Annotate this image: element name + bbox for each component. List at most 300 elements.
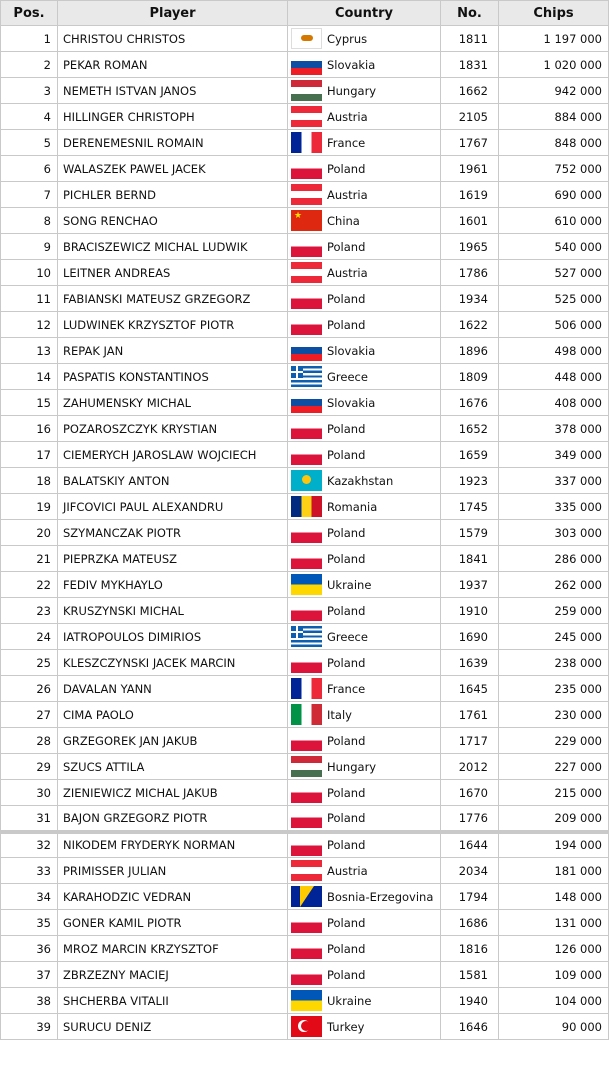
- greece-flag-icon: [291, 626, 322, 647]
- position-cell: 27: [1, 702, 58, 728]
- table-row: [1, 390, 609, 416]
- chips-cell: 690 000: [499, 182, 609, 208]
- chips-cell: 104 000: [499, 988, 609, 1014]
- country-cell: [288, 806, 441, 832]
- country-cell: [288, 312, 441, 338]
- chips-cell: 448 000: [499, 364, 609, 390]
- player-name-cell: FEDIV MYKHAYLO: [58, 572, 288, 598]
- position-cell: 29: [1, 754, 58, 780]
- player-name-cell: SZYMANCZAK PIOTR: [58, 520, 288, 546]
- country-cell: [288, 494, 441, 520]
- position-cell: 18: [1, 468, 58, 494]
- table-row: [1, 52, 609, 78]
- position-cell: 14: [1, 364, 58, 390]
- header-row: [1, 1, 609, 26]
- position-cell: 16: [1, 416, 58, 442]
- poland-flag-icon: [291, 938, 322, 959]
- chips-cell: 109 000: [499, 962, 609, 988]
- position-cell: 7: [1, 182, 58, 208]
- header-pos[interactable]: Pos.: [1, 1, 58, 26]
- player-name-cell: PICHLER BERND: [58, 182, 288, 208]
- country-cell: [288, 754, 441, 780]
- player-name-cell: CIEMERYCH JAROSLAW WOJCIECH: [58, 442, 288, 468]
- country-cell: [288, 390, 441, 416]
- chips-cell: 349 000: [499, 442, 609, 468]
- position-cell: 24: [1, 624, 58, 650]
- player-number-cell: 1776: [441, 806, 499, 832]
- country-cell: [288, 286, 441, 312]
- player-name-cell: WALASZEK PAWEL JACEK: [58, 156, 288, 182]
- player-name-cell: SURUCU DENIZ: [58, 1014, 288, 1040]
- table-row: [1, 468, 609, 494]
- table-row: [1, 442, 609, 468]
- position-cell: 12: [1, 312, 58, 338]
- turkey-flag-icon: [291, 1016, 322, 1037]
- header-chips[interactable]: Chips: [499, 1, 609, 26]
- player-number-cell: 1816: [441, 936, 499, 962]
- country-name: Poland: [327, 941, 366, 956]
- player-number-cell: 1811: [441, 26, 499, 52]
- country-cell: [288, 104, 441, 130]
- position-cell: 3: [1, 78, 58, 104]
- position-cell: 39: [1, 1014, 58, 1040]
- player-number-cell: 1686: [441, 910, 499, 936]
- country-name: Slovakia: [327, 395, 376, 410]
- chips-cell: 230 000: [499, 702, 609, 728]
- player-name-cell: GRZEGOREK JAN JAKUB: [58, 728, 288, 754]
- table-row: [1, 676, 609, 702]
- position-cell: 31: [1, 806, 58, 832]
- player-number-cell: 1662: [441, 78, 499, 104]
- chips-cell: 540 000: [499, 234, 609, 260]
- player-number-cell: 1934: [441, 286, 499, 312]
- country-cell: [288, 364, 441, 390]
- position-cell: 2: [1, 52, 58, 78]
- table-row: [1, 936, 609, 962]
- player-name-cell: ZBRZEZNY MACIEJ: [58, 962, 288, 988]
- country-name: Austria: [327, 265, 368, 280]
- position-cell: 13: [1, 338, 58, 364]
- header-player[interactable]: Player: [58, 1, 288, 26]
- table-row: [1, 364, 609, 390]
- country-name: Poland: [327, 551, 366, 566]
- player-number-cell: 1910: [441, 598, 499, 624]
- country-cell: [288, 962, 441, 988]
- table-row: [1, 208, 609, 234]
- chips-cell: 194 000: [499, 832, 609, 858]
- chips-cell: 262 000: [499, 572, 609, 598]
- chips-cell: 245 000: [499, 624, 609, 650]
- country-cell: [288, 910, 441, 936]
- country-cell: [288, 156, 441, 182]
- italy-flag-icon: [291, 704, 322, 725]
- hungary-flag-icon: [291, 756, 322, 777]
- country-cell: [288, 728, 441, 754]
- poland-flag-icon: [291, 548, 322, 569]
- country-name: Poland: [327, 810, 366, 825]
- chips-cell: 498 000: [499, 338, 609, 364]
- table-row: [1, 130, 609, 156]
- country-cell: [288, 988, 441, 1014]
- player-number-cell: 1786: [441, 260, 499, 286]
- player-name-cell: GONER KAMIL PIOTR: [58, 910, 288, 936]
- country-name: Hungary: [327, 759, 377, 774]
- kazakhstan-flag-icon: [291, 470, 322, 491]
- country-cell: [288, 130, 441, 156]
- position-cell: 32: [1, 832, 58, 858]
- player-number-cell: 1937: [441, 572, 499, 598]
- country-name: Poland: [327, 603, 366, 618]
- country-cell: [288, 780, 441, 806]
- poland-flag-icon: [291, 652, 322, 673]
- france-flag-icon: [291, 678, 322, 699]
- position-cell: 5: [1, 130, 58, 156]
- poland-flag-icon: [291, 782, 322, 803]
- chips-cell: 229 000: [499, 728, 609, 754]
- player-name-cell: PASPATIS KONSTANTINOS: [58, 364, 288, 390]
- player-number-cell: 1579: [441, 520, 499, 546]
- chips-cell: 126 000: [499, 936, 609, 962]
- country-name: Bosnia-Erzegovina: [327, 889, 434, 904]
- poland-flag-icon: [291, 314, 322, 335]
- country-name: Slovakia: [327, 343, 376, 358]
- player-name-cell: CIMA PAOLO: [58, 702, 288, 728]
- player-number-cell: 1690: [441, 624, 499, 650]
- header-country[interactable]: Country: [288, 1, 441, 26]
- country-cell: [288, 520, 441, 546]
- player-name-cell: KARAHODZIC VEDRAN: [58, 884, 288, 910]
- position-cell: 19: [1, 494, 58, 520]
- cyprus-flag-icon: [291, 28, 322, 49]
- slovakia-flag-icon: [291, 340, 322, 361]
- country-name: Poland: [327, 838, 366, 853]
- table-row: [1, 156, 609, 182]
- position-cell: 37: [1, 962, 58, 988]
- player-name-cell: MROZ MARCIN KRZYSZTOF: [58, 936, 288, 962]
- player-number-cell: 1961: [441, 156, 499, 182]
- country-name: Greece: [327, 629, 368, 644]
- player-name-cell: LUDWINEK KRZYSZTOF PIOTR: [58, 312, 288, 338]
- player-number-cell: 2105: [441, 104, 499, 130]
- position-cell: 15: [1, 390, 58, 416]
- country-cell: [288, 598, 441, 624]
- table-row: [1, 624, 609, 650]
- country-name: Hungary: [327, 83, 377, 98]
- header-no[interactable]: No.: [441, 1, 499, 26]
- chips-cell: 131 000: [499, 910, 609, 936]
- poland-flag-icon: [291, 600, 322, 621]
- table-row: [1, 338, 609, 364]
- poland-flag-icon: [291, 522, 322, 543]
- table-row: [1, 832, 609, 858]
- table-row: [1, 286, 609, 312]
- chips-cell: 259 000: [499, 598, 609, 624]
- poland-flag-icon: [291, 236, 322, 257]
- player-number-cell: 1841: [441, 546, 499, 572]
- country-name: Slovakia: [327, 57, 376, 72]
- player-name-cell: PRIMISSER JULIAN: [58, 858, 288, 884]
- country-cell: [288, 52, 441, 78]
- country-cell: [288, 832, 441, 858]
- chips-cell: 525 000: [499, 286, 609, 312]
- country-name: Poland: [327, 967, 366, 982]
- player-number-cell: 1644: [441, 832, 499, 858]
- position-cell: 34: [1, 884, 58, 910]
- position-cell: 28: [1, 728, 58, 754]
- hungary-flag-icon: [291, 80, 322, 101]
- country-cell: [288, 26, 441, 52]
- player-name-cell: BAJON GRZEGORZ PIOTR: [58, 806, 288, 832]
- chips-cell: 942 000: [499, 78, 609, 104]
- country-name: Poland: [327, 655, 366, 670]
- player-number-cell: 1745: [441, 494, 499, 520]
- chips-cell: 848 000: [499, 130, 609, 156]
- country-cell: [288, 650, 441, 676]
- player-name-cell: DERENEMESNIL ROMAIN: [58, 130, 288, 156]
- table-row: [1, 728, 609, 754]
- country-name: Poland: [327, 421, 366, 436]
- player-name-cell: BALATSKIY ANTON: [58, 468, 288, 494]
- poland-flag-icon: [291, 807, 322, 828]
- chips-cell: 1 020 000: [499, 52, 609, 78]
- country-cell: [288, 442, 441, 468]
- player-name-cell: REPAK JAN: [58, 338, 288, 364]
- poland-flag-icon: [291, 730, 322, 751]
- player-name-cell: PIEPRZKA MATEUSZ: [58, 546, 288, 572]
- chips-cell: 610 000: [499, 208, 609, 234]
- table-row: [1, 78, 609, 104]
- chips-cell: 209 000: [499, 806, 609, 832]
- table-row: [1, 598, 609, 624]
- country-cell: [288, 676, 441, 702]
- position-cell: 10: [1, 260, 58, 286]
- table-row: [1, 520, 609, 546]
- country-cell: [288, 1014, 441, 1040]
- position-cell: 30: [1, 780, 58, 806]
- chips-cell: 335 000: [499, 494, 609, 520]
- table-row: [1, 988, 609, 1014]
- position-cell: 33: [1, 858, 58, 884]
- player-name-cell: SHCHERBA VITALII: [58, 988, 288, 1014]
- austria-flag-icon: [291, 262, 322, 283]
- position-cell: 1: [1, 26, 58, 52]
- table-row: [1, 962, 609, 988]
- position-cell: 8: [1, 208, 58, 234]
- player-number-cell: 1794: [441, 884, 499, 910]
- position-cell: 4: [1, 104, 58, 130]
- chips-cell: 752 000: [499, 156, 609, 182]
- country-cell: [288, 338, 441, 364]
- chips-cell: 286 000: [499, 546, 609, 572]
- table-row: [1, 1014, 609, 1040]
- chips-cell: 181 000: [499, 858, 609, 884]
- table-row: [1, 780, 609, 806]
- country-cell: [288, 858, 441, 884]
- table-row: [1, 182, 609, 208]
- player-number-cell: 1965: [441, 234, 499, 260]
- table-row: [1, 702, 609, 728]
- position-cell: 21: [1, 546, 58, 572]
- player-number-cell: 1831: [441, 52, 499, 78]
- country-name: Austria: [327, 187, 368, 202]
- player-name-cell: CHRISTOU CHRISTOS: [58, 26, 288, 52]
- poland-flag-icon: [291, 288, 322, 309]
- country-name: China: [327, 213, 360, 228]
- position-cell: 38: [1, 988, 58, 1014]
- player-name-cell: PEKAR ROMAN: [58, 52, 288, 78]
- player-number-cell: 1622: [441, 312, 499, 338]
- chips-cell: 90 000: [499, 1014, 609, 1040]
- poland-flag-icon: [291, 912, 322, 933]
- chips-cell: 303 000: [499, 520, 609, 546]
- country-cell: [288, 884, 441, 910]
- table-row: [1, 312, 609, 338]
- country-name: Turkey: [327, 1019, 365, 1034]
- player-number-cell: 1761: [441, 702, 499, 728]
- ukraine-flag-icon: [291, 990, 322, 1011]
- position-cell: 35: [1, 910, 58, 936]
- country-name: Poland: [327, 525, 366, 540]
- country-name: Austria: [327, 863, 368, 878]
- chips-cell: 378 000: [499, 416, 609, 442]
- country-name: France: [327, 135, 366, 150]
- player-name-cell: SONG RENCHAO: [58, 208, 288, 234]
- country-name: Poland: [327, 291, 366, 306]
- position-cell: 22: [1, 572, 58, 598]
- table-row: [1, 260, 609, 286]
- china-flag-icon: ★: [291, 210, 322, 231]
- country-cell: [288, 936, 441, 962]
- country-name: Cyprus: [327, 31, 368, 46]
- position-cell: 17: [1, 442, 58, 468]
- country-name: Kazakhstan: [327, 473, 394, 488]
- table-row: [1, 650, 609, 676]
- country-cell: [288, 78, 441, 104]
- poland-flag-icon: [291, 444, 322, 465]
- chips-cell: 506 000: [499, 312, 609, 338]
- table-row: [1, 234, 609, 260]
- player-number-cell: 1645: [441, 676, 499, 702]
- chips-cell: 884 000: [499, 104, 609, 130]
- chips-cell: 227 000: [499, 754, 609, 780]
- player-number-cell: 1652: [441, 416, 499, 442]
- player-number-cell: 1923: [441, 468, 499, 494]
- bosnia-flag-icon: [291, 886, 322, 907]
- chips-cell: 337 000: [499, 468, 609, 494]
- country-cell: [288, 468, 441, 494]
- table-row: [1, 858, 609, 884]
- country-cell: [288, 208, 441, 234]
- country-name: Poland: [327, 915, 366, 930]
- table-row: [1, 416, 609, 442]
- player-number-cell: 1676: [441, 390, 499, 416]
- player-name-cell: NIKODEM FRYDERYK NORMAN: [58, 832, 288, 858]
- poland-flag-icon: [291, 418, 322, 439]
- player-name-cell: KLESZCZYNSKI JACEK MARCIN: [58, 650, 288, 676]
- table-row: [1, 910, 609, 936]
- table-row: [1, 26, 609, 52]
- position-cell: 36: [1, 936, 58, 962]
- country-name: Poland: [327, 447, 366, 462]
- country-name: France: [327, 681, 366, 696]
- country-cell: [288, 234, 441, 260]
- player-name-cell: LEITNER ANDREAS: [58, 260, 288, 286]
- position-cell: 6: [1, 156, 58, 182]
- table-row: [1, 754, 609, 780]
- player-number-cell: 1601: [441, 208, 499, 234]
- chips-cell: 235 000: [499, 676, 609, 702]
- country-name: Poland: [327, 785, 366, 800]
- player-number-cell: 1619: [441, 182, 499, 208]
- slovakia-flag-icon: [291, 54, 322, 75]
- player-name-cell: HILLINGER CHRISTOPH: [58, 104, 288, 130]
- country-cell: [288, 702, 441, 728]
- chips-cell: 1 197 000: [499, 26, 609, 52]
- country-name: Italy: [327, 707, 352, 722]
- player-name-cell: ZAHUMENSKY MICHAL: [58, 390, 288, 416]
- france-flag-icon: [291, 132, 322, 153]
- austria-flag-icon: [291, 106, 322, 127]
- player-number-cell: 1767: [441, 130, 499, 156]
- table-row: [1, 884, 609, 910]
- country-name: Romania: [327, 499, 378, 514]
- player-number-cell: 1670: [441, 780, 499, 806]
- greece-flag-icon: [291, 366, 322, 387]
- country-name: Poland: [327, 239, 366, 254]
- country-name: Greece: [327, 369, 368, 384]
- position-cell: 25: [1, 650, 58, 676]
- chips-cell: 238 000: [499, 650, 609, 676]
- country-name: Poland: [327, 733, 366, 748]
- chips-cell: 408 000: [499, 390, 609, 416]
- player-name-cell: POZAROSZCZYK KRYSTIAN: [58, 416, 288, 442]
- player-number-cell: 1717: [441, 728, 499, 754]
- country-name: Poland: [327, 317, 366, 332]
- player-number-cell: 2012: [441, 754, 499, 780]
- player-number-cell: 1896: [441, 338, 499, 364]
- country-cell: [288, 182, 441, 208]
- player-number-cell: 1646: [441, 1014, 499, 1040]
- country-cell: [288, 624, 441, 650]
- table-row: [1, 494, 609, 520]
- romania-flag-icon: [291, 496, 322, 517]
- chips-cell: 148 000: [499, 884, 609, 910]
- country-name: Ukraine: [327, 577, 372, 592]
- slovakia-flag-icon: [291, 392, 322, 413]
- austria-flag-icon: [291, 184, 322, 205]
- country-cell: [288, 260, 441, 286]
- player-number-cell: 2034: [441, 858, 499, 884]
- position-cell: 23: [1, 598, 58, 624]
- player-number-cell: 1659: [441, 442, 499, 468]
- table-row: [1, 806, 609, 832]
- poland-flag-icon: [291, 835, 322, 856]
- player-number-cell: 1809: [441, 364, 499, 390]
- country-cell: [288, 546, 441, 572]
- position-cell: 11: [1, 286, 58, 312]
- player-name-cell: DAVALAN YANN: [58, 676, 288, 702]
- table-row: [1, 104, 609, 130]
- player-name-cell: ZIENIEWICZ MICHAL JAKUB: [58, 780, 288, 806]
- country-name: Poland: [327, 161, 366, 176]
- country-cell: [288, 572, 441, 598]
- poland-flag-icon: [291, 158, 322, 179]
- player-number-cell: 1940: [441, 988, 499, 1014]
- country-cell: [288, 416, 441, 442]
- position-cell: 9: [1, 234, 58, 260]
- position-cell: 26: [1, 676, 58, 702]
- player-name-cell: IATROPOULOS DIMIRIOS: [58, 624, 288, 650]
